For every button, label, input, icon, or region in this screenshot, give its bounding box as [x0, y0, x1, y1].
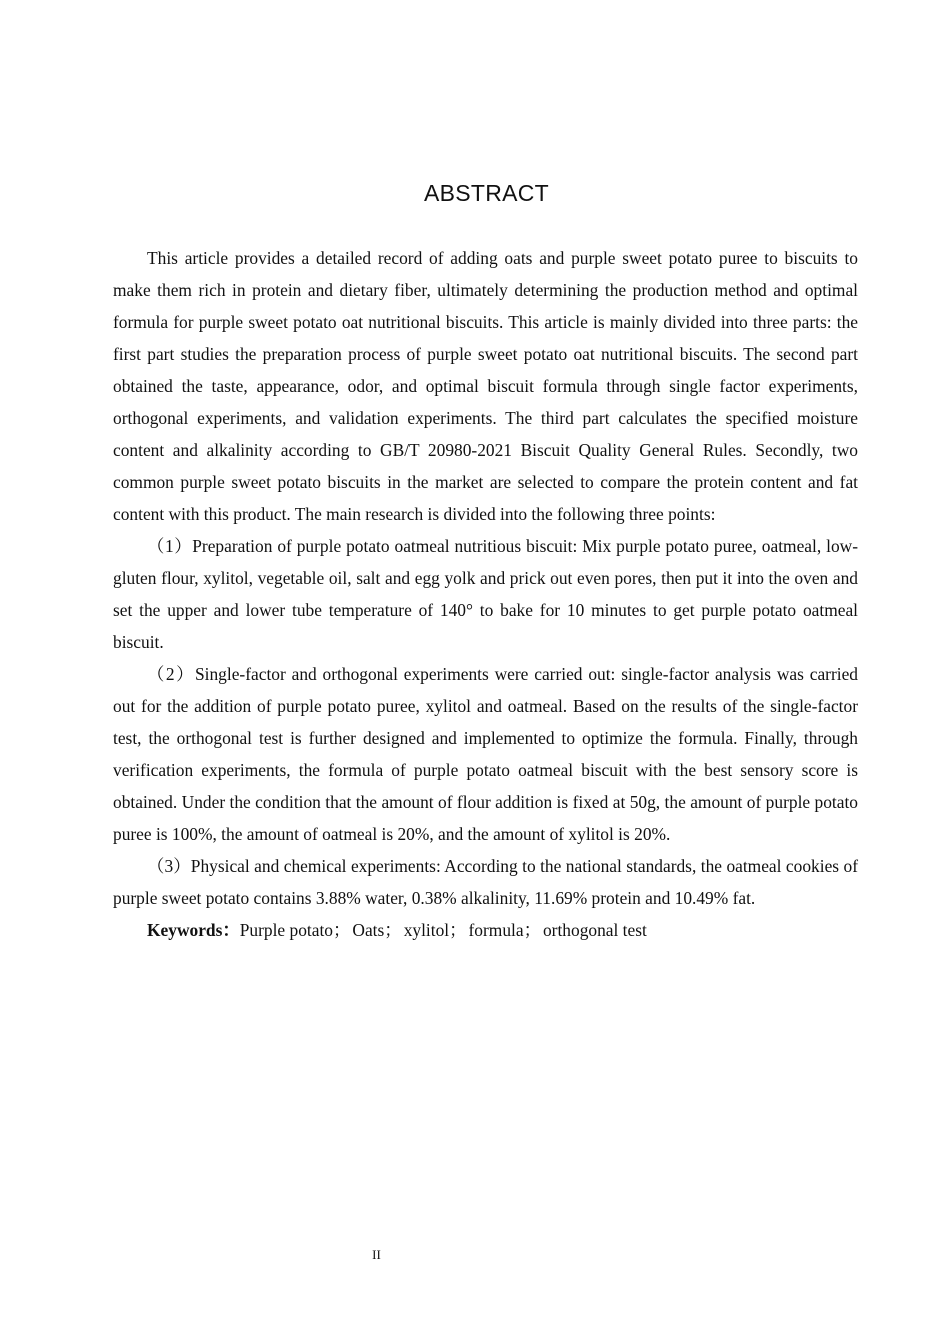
keyword-item: xylitol — [403, 920, 450, 940]
keyword-separator: ； — [384, 920, 402, 940]
point-paragraph-1: （1）Preparation of purple potato oatmeal nutritious biscuit: Mix purple potato puree, oatmeal, low-gluten flour, xylitol, vegetable oil, salt and egg yolk and prick out even pores, then put it into the oven and set the upper and lower tube temperature of 140° to bake for 10 minutes to get purple potato oatmeal biscuit. — [113, 536, 858, 652]
keyword-separator: ； — [332, 920, 351, 940]
keyword-item: orthogonal test — [542, 920, 647, 940]
keyword-item: Oats — [352, 920, 385, 940]
keyword-separator: ； — [449, 920, 467, 940]
point-paragraph-2: （2）Single-factor and orthogonal experiments were carried out: single-factor analysis was carried out for the addition of purple potato puree, xylitol and oatmeal. Based on the results of the single-factor test, the orthogonal test is further designed and implemented to optimize the formula. Finally, through verification experiments, the formula of purple potato oatmeal biscuit with the best sensory score is obtained. Under the condition that the amount of flour addition is fixed at 50g, the amount of purple potato puree is 100%, the amount of oatmeal is 20%, and the amount of xylitol is 20%. — [113, 664, 858, 844]
page-title: ABSTRACT — [423, 180, 550, 206]
abstract-body — [113, 242, 858, 946]
page-number: II — [372, 1247, 381, 1262]
keyword-item: formula — [468, 920, 524, 940]
point-paragraph-3: （3）Physical and chemical experiments: According to the national standards, the oatmeal cookies of purple sweet potato contains 3.88% water, 0.38% alkalinity, 11.69% protein and 10.49% fat. — [113, 856, 858, 908]
keywords-label: Keywords： — [147, 920, 240, 940]
intro-paragraph: This article provides a detailed record of adding oats and purple sweet potato puree to biscuits to make them rich in protein and dietary fiber, ultimately determining the production method and optimal formula for purple sweet potato oat nutritional biscuits. This article is mainly divided into three parts: the first part studies the preparation process of purple sweet potato oat nutritional biscuits. The second part obtained the taste, appearance, odor, and optimal biscuit formula through single factor experiments, orthogonal experiments, and validation experiments. The third part calculates the specified moisture content and alkalinity according to GB/T 20980-2021 Biscuit Quality General Rules. Secondly, two common purple sweet potato biscuits in the market are selected to compare the protein content and fat content with this product. The main research is divided into the following three points: — [113, 248, 858, 524]
keyword-separator: ； — [523, 920, 541, 940]
keywords-line — [113, 914, 858, 946]
keyword-item: Purple potato — [239, 920, 333, 940]
